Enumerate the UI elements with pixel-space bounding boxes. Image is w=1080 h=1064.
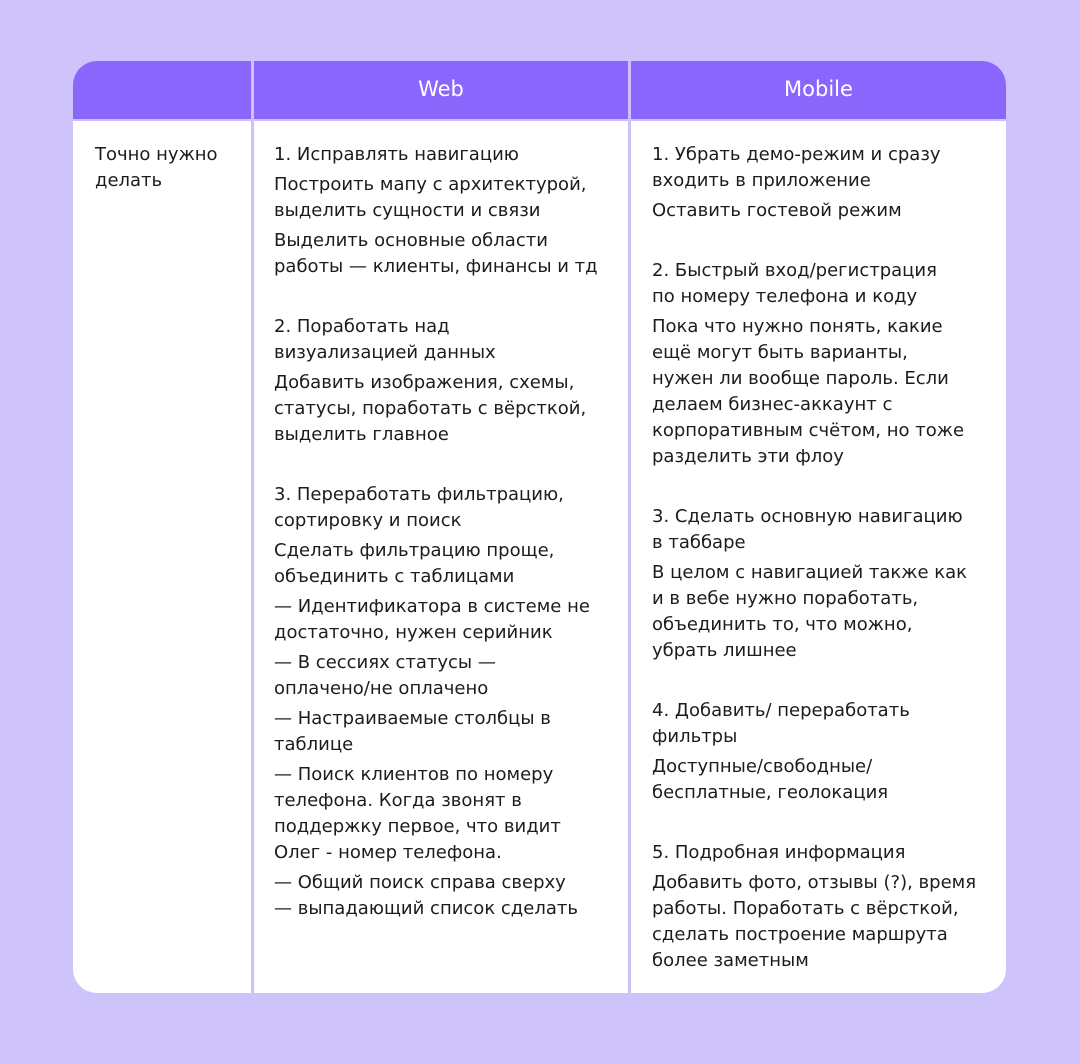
- item-note: [652, 198, 1000, 224]
- item-note: [274, 538, 624, 590]
- column-divider: [251, 61, 254, 993]
- item-note-line: таблице: [274, 734, 354, 755]
- web-item: [274, 314, 624, 448]
- item-note-line: выделить главное: [274, 424, 449, 445]
- item-title-line: 3. Сделать основную навигацию: [652, 506, 963, 527]
- item-title-line: по номеру телефона и коду: [652, 286, 918, 307]
- item-note: [274, 650, 624, 702]
- row-label-line: делать: [95, 170, 163, 191]
- item-note-line: статусы, поработать с вёрсткой,: [274, 398, 587, 419]
- item-note-line: Построить мапу с архитектурой,: [274, 174, 587, 195]
- item-title-line: входить в приложение: [652, 170, 871, 191]
- web-item: [274, 142, 624, 280]
- column-divider: [628, 61, 631, 993]
- item-title-line: визуализацией данных: [274, 342, 496, 363]
- item-note-line: — Настраиваемые столбцы в: [274, 708, 551, 729]
- item-note: [274, 172, 624, 224]
- item-note: [274, 594, 624, 646]
- item-note-line: — Идентификатора в системе не: [274, 596, 590, 617]
- item-note: [652, 560, 1000, 664]
- mobile-item: [652, 258, 1000, 470]
- item-note-line: нужен ли вообще пароль. Если: [652, 368, 949, 389]
- item-note-line: Оставить гостевой режим: [652, 200, 902, 221]
- header-divider: [73, 119, 1006, 121]
- row-label-cell: [95, 142, 245, 194]
- mobile-item: [652, 698, 1000, 806]
- item-note-line: корпоративным счётом, но тоже: [652, 420, 965, 441]
- item-note: [274, 870, 624, 922]
- mobile-item: [652, 504, 1000, 664]
- item-note-line: выделить сущности и связи: [274, 200, 541, 221]
- item-note-line: бесплатные, геолокация: [652, 782, 889, 803]
- item-note: [652, 314, 1000, 470]
- item-note-line: В целом с навигацией также как: [652, 562, 968, 583]
- item-title-line: 3. Переработать фильтрацию,: [274, 484, 564, 505]
- item-note-line: убрать лишнее: [652, 640, 797, 661]
- mobile-item: [652, 142, 1000, 224]
- item-note-line: работы. Поработать с вёрсткой,: [652, 898, 959, 919]
- item-note-line: — В сессиях статусы —: [274, 652, 496, 673]
- item-note-line: более заметным: [652, 950, 809, 971]
- comparison-table: [73, 61, 1006, 993]
- item-note-line: достаточно, нужен серийник: [274, 622, 553, 643]
- header-cell-empty: [73, 61, 251, 119]
- item-title-line: 5. Подробная информация: [652, 842, 906, 863]
- item-title-line: 1. Убрать демо-режим и сразу: [652, 144, 941, 165]
- item-note-line: объединить то, что можно,: [652, 614, 913, 635]
- item-title-line: 1. Исправлять навигацию: [274, 144, 519, 165]
- item-note: [652, 870, 1000, 974]
- item-note-line: оплачено/не оплачено: [274, 678, 489, 699]
- item-title-line: 2. Быстрый вход/регистрация: [652, 260, 937, 281]
- item-note: [274, 228, 624, 280]
- item-note-line: — выпадающий список сделать: [274, 898, 578, 919]
- web-item: [274, 482, 624, 922]
- item-note-line: работы — клиенты, финансы и тд: [274, 256, 598, 277]
- mobile-cell: [652, 142, 1000, 974]
- item-note-line: объединить с таблицами: [274, 566, 515, 587]
- header-cell-mobile: Mobile: [784, 77, 853, 101]
- item-note-line: ещё могут быть варианты,: [652, 342, 908, 363]
- item-note: [652, 754, 1000, 806]
- item-title-line: в таббаре: [652, 532, 746, 553]
- item-title-line: сортировку и поиск: [274, 510, 462, 531]
- item-note-line: — Общий поиск справа сверху: [274, 872, 566, 893]
- item-note-line: и в вебе нужно поработать,: [652, 588, 919, 609]
- item-note-line: делаем бизнес-аккаунт с: [652, 394, 893, 415]
- item-note: [274, 370, 624, 448]
- item-title-line: 2. Поработать над: [274, 316, 450, 337]
- item-note-line: — Поиск клиентов по номеру: [274, 764, 554, 785]
- item-note-line: разделить эти флоу: [652, 446, 844, 467]
- item-note-line: Доступные/свободные/: [652, 756, 873, 777]
- table-header: [73, 61, 1006, 119]
- item-note-line: Олег - номер телефона.: [274, 842, 502, 863]
- item-note-line: Добавить фото, отзывы (?), время: [652, 872, 977, 893]
- row-label-line: Точно нужно: [95, 144, 218, 165]
- web-cell: [274, 142, 624, 922]
- item-note-line: Выделить основные области: [274, 230, 548, 251]
- item-title-line: 4. Добавить/ переработать: [652, 700, 910, 721]
- item-note-line: сделать построение маршрута: [652, 924, 948, 945]
- item-note-line: телефона. Когда звонят в: [274, 790, 522, 811]
- item-note-line: Пока что нужно понять, какие: [652, 316, 943, 337]
- item-note: [274, 706, 624, 758]
- item-title-line: фильтры: [652, 726, 738, 747]
- item-note: [274, 762, 624, 866]
- item-note-line: поддержку первое, что видит: [274, 816, 561, 837]
- item-note-line: Добавить изображения, схемы,: [274, 372, 575, 393]
- header-cell-web: Web: [418, 77, 464, 101]
- mobile-item: [652, 840, 1000, 974]
- item-note-line: Сделать фильтрацию проще,: [274, 540, 555, 561]
